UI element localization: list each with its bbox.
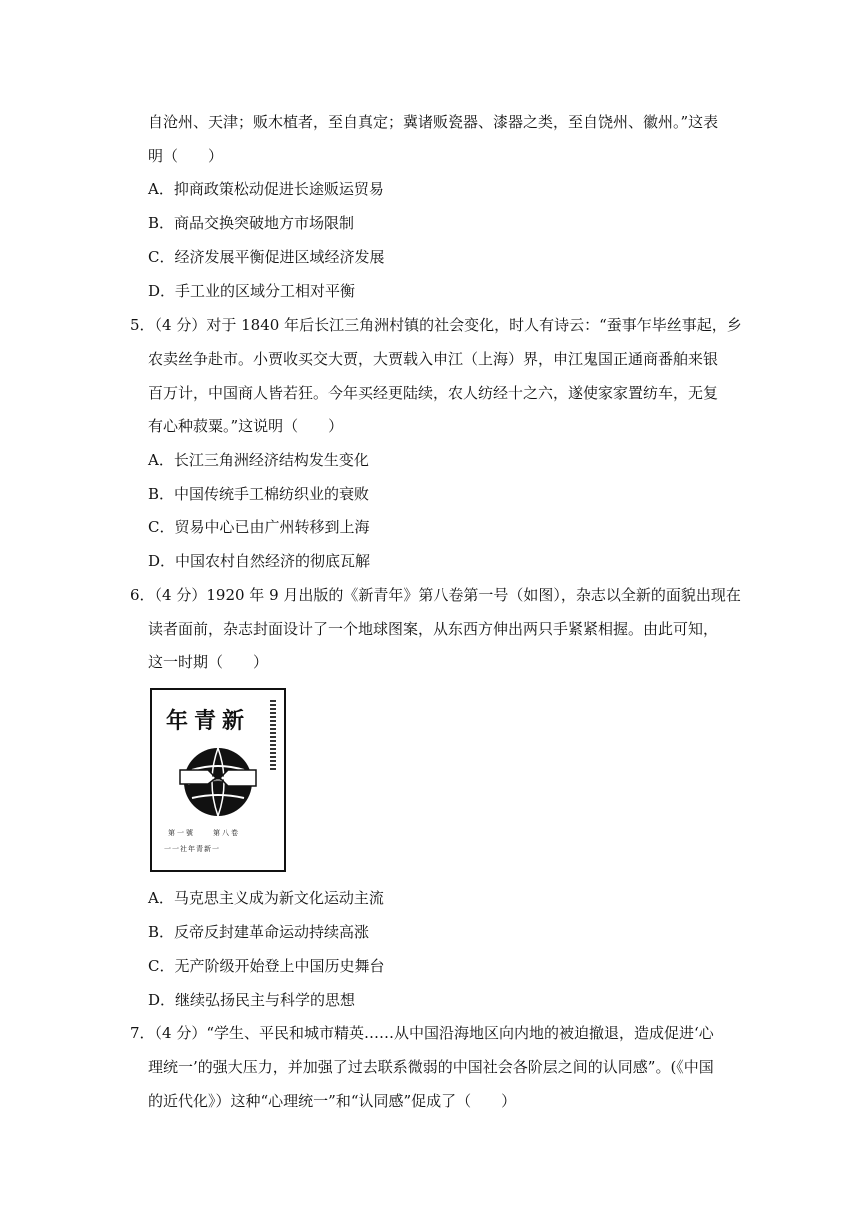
globe-handshake-icon xyxy=(178,740,258,820)
new-youth-cover-image xyxy=(150,688,286,872)
q7-stem-line-2: 理统一’的强大压力，并加强了过去联系微弱的中国社会各阶层之间的认同感”。(《中国 xyxy=(148,1058,714,1076)
q7-stem-line-1: 7．（4 分）“学生、平民和城市精英……从中国沿海地区向内地的被迫撤退，造成促进‘心 xyxy=(130,1024,714,1042)
q5-option-d: D．中国农村自然经济的彻底瓦解 xyxy=(148,552,371,570)
q5-option-b: B．中国传统手工棉纺织业的衰败 xyxy=(148,485,370,503)
cover-publisher-label: 一一社年青新一 xyxy=(164,845,220,853)
q6-option-a: A．马克思主义成为新文化运动主流 xyxy=(148,889,384,907)
q4-option-a: A．抑商政策松动促进长途贩运贸易 xyxy=(148,180,384,198)
q7-stem-line-3: 的近代化》）这种“心理统一”和“认同感”促成了（ ） xyxy=(148,1092,517,1110)
q6-stem-line-2: 读者面前，杂志封面设计了一个地球图案，从东西方伸出两只手紧紧相握。由此可知， xyxy=(148,620,719,638)
q5-stem-line-1: 5．（4 分）对于 1840 年后长江三角洲村镇的社会变化，时人有诗云：“蚕事乍毕丝事起，乡 xyxy=(130,316,742,334)
q6-stem-line-1: 6．（4 分）1920 年 9 月出版的《新青年》第八卷第一号（如图），杂志以全新的面貌出现在 xyxy=(130,586,741,604)
q4-option-b: B．商品交换突破地方市场限制 xyxy=(148,214,355,232)
q4-option-d: D．手工业的区域分工相对平衡 xyxy=(148,282,356,300)
q4-option-c: C．经济发展平衡促进区域经济发展 xyxy=(148,248,385,266)
cover-title: 年青新 xyxy=(166,708,251,734)
q5-stem-line-2: 农卖丝争赴市。小贾收买交大贾，大贾载入申江（上海）界，申江鬼国正通商番舶来银 xyxy=(148,350,719,368)
q6-stem-line-3: 这一时期（ ） xyxy=(148,653,269,671)
q5-stem-line-4: 有心种菽粟。”这说明（ ） xyxy=(148,417,344,435)
q6-option-c: C．无产阶级开始登上中国历史舞台 xyxy=(148,957,385,975)
q5-option-a: A．长江三角洲经济结构发生变化 xyxy=(148,451,369,469)
q6-option-b: B．反帝反封建革命运动持续高涨 xyxy=(148,923,370,941)
q5-stem-line-3: 百万计，中国商人皆若狂。今年买经更陆续，农人纺经十之六，遂使家家置纺车，无复 xyxy=(148,384,719,402)
q6-option-d: D．继续弘扬民主与科学的思想 xyxy=(148,991,356,1009)
cover-issue-label: 第一號 第八卷 xyxy=(168,829,240,837)
q5-option-c: C．贸易中心已由广州转移到上海 xyxy=(148,518,370,536)
cover-side-text xyxy=(270,700,276,770)
q4-stem-line-2: 明（ ） xyxy=(148,147,224,165)
q4-stem-line-1: 自沧州、天津；贩木植者，至自真定；冀诸贩瓷器、漆器之类，至自饶州、徽州。”这表 xyxy=(148,113,719,131)
